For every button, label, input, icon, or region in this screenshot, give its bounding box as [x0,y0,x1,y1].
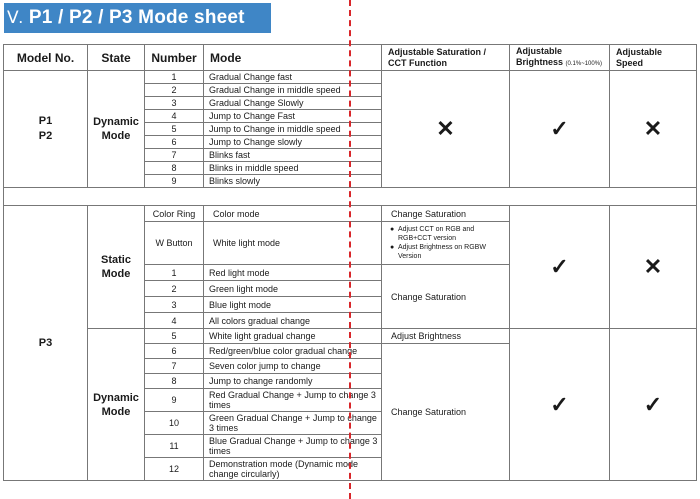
state-label-line1: Dynamic [93,116,139,128]
section-numeral: Ⅴ. [7,8,23,27]
state-dynamic-p12 [88,71,145,188]
feature-change-saturation: Change Saturation [382,206,510,222]
mode-name: Seven color jump to change [204,359,382,374]
state-label-line1: Dynamic [93,391,139,404]
state-dynamic-p3 [88,329,145,481]
feature-note-text: Adjust Brightness on RGBW Version [398,244,486,260]
mode-name: Jump to Change slowly [204,136,382,149]
model-p1: P1 [38,115,53,127]
mode-number: 3 [145,97,204,110]
model-p2: P2 [38,130,53,142]
mode-number: 12 [145,458,204,481]
feature-adjust-brightness: Adjust Brightness [382,329,510,344]
check-icon: ✓ [510,329,610,481]
header-saturation-line2: CCT Function [388,57,447,68]
mode-name: Gradual Change fast [204,71,382,84]
mode-number: 2 [145,84,204,97]
mode-number: 1 [145,71,204,84]
model-p1-p2-cell [4,71,88,188]
mode-number: Color Ring [145,206,204,222]
mode-number: 9 [145,175,204,188]
model-p3: P3 [4,206,88,481]
mode-number: 4 [145,110,204,123]
mode-name: All colors gradual change [204,313,382,329]
mode-name: Red Gradual Change + Jump to change 3 times [204,389,382,412]
header-brightness-range: (0.1%~100%) [565,60,603,67]
state-label-line1: Static [101,254,131,266]
feature-change-saturation: Change Saturation [382,265,510,329]
mode-name: Jump to Change Fast [204,110,382,123]
cross-icon: ✕ [610,71,697,188]
table-row [4,71,697,84]
mode-name: Color mode [204,206,382,222]
header-number: Number [145,45,204,71]
table-row [4,329,697,344]
feature-note-text: Adjust CCT on RGB and RGB+CCT version [398,226,475,242]
check-icon: ✓ [610,329,697,481]
feature-change-saturation: Change Saturation [382,344,510,481]
mode-number: 5 [145,123,204,136]
state-static-p3 [88,206,145,329]
feature-cct-notes [382,222,510,265]
cross-icon: ✕ [382,71,510,188]
mode-sheet-table [3,44,697,481]
mode-name: Blue light mode [204,297,382,313]
header-saturation-line1: Adjustable Saturation / [388,46,487,57]
header-brightness-label: Brightness [516,56,564,67]
mode-number: 1 [145,265,204,281]
header-brightness [510,45,610,71]
state-label-line2: Mode [101,268,131,280]
header-state: State [88,45,145,71]
cross-icon: ✕ [610,206,697,329]
mode-name: Green light mode [204,281,382,297]
header-row [4,45,697,71]
mode-name: Blinks fast [204,149,382,162]
mode-number: 5 [145,329,204,344]
mode-number: 3 [145,297,204,313]
bullet-icon: ● [390,244,395,251]
table-row [4,206,697,222]
spacer-cell [4,188,697,206]
state-label-line2: Mode [101,405,131,418]
mode-name: Blinks in middle speed [204,162,382,175]
check-icon: ✓ [510,71,610,188]
mode-name: Red/green/blue color gradual change [204,344,382,359]
bullet-icon: ● [390,226,395,233]
mode-number: 8 [145,374,204,389]
state-label-line2: Mode [101,130,131,142]
feature-note [390,243,505,261]
mode-name: Jump to change randomly [204,374,382,389]
page-title: P1 / P2 / P3 Mode sheet [28,7,245,28]
mode-number: 6 [145,136,204,149]
mode-number: 10 [145,412,204,435]
mode-number: 9 [145,389,204,412]
mode-number: 8 [145,162,204,175]
check-icon: ✓ [510,206,610,329]
mode-number: W Button [145,222,204,265]
mode-number: 4 [145,313,204,329]
mode-name: Gradual Change Slowly [204,97,382,110]
mode-number: 6 [145,344,204,359]
mode-number: 7 [145,149,204,162]
mode-number: 11 [145,435,204,458]
mode-number: 2 [145,281,204,297]
header-speed-line2: Speed [616,57,644,68]
header-mode: Mode [204,45,382,71]
mode-name: Jump to Change in middle speed [204,123,382,136]
header-brightness-line1: Adjustable [516,45,563,56]
header-brightness-line2 [516,57,609,70]
mode-number: 7 [145,359,204,374]
header-speed-line1: Adjustable [616,46,663,57]
mode-name: Green Gradual Change + Jump to change 3 times [204,412,382,435]
header-model: Model No. [4,45,88,71]
header-speed [610,45,697,71]
header-saturation [382,45,510,71]
feature-note [390,225,505,243]
mode-name: White light gradual change [204,329,382,344]
mode-name: Demonstration mode (Dynamic mode change circularly) [204,458,382,481]
mode-name: White light mode [204,222,382,265]
section-title-banner [4,3,271,33]
mode-name: Blue Gradual Change + Jump to change 3 times [204,435,382,458]
spacer-row [4,188,697,206]
mode-name: Blinks slowly [204,175,382,188]
mode-name: Red light mode [204,265,382,281]
mode-name: Gradual Change in middle speed [204,84,382,97]
